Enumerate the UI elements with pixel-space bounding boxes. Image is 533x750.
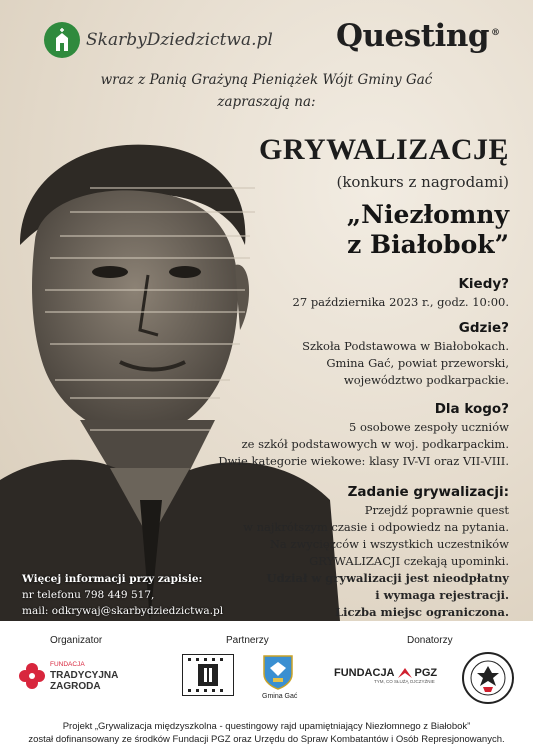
who-heading: Dla kogo? xyxy=(434,401,509,417)
contact-info xyxy=(22,571,223,619)
task-line: Przejdź poprawnie quest xyxy=(364,503,509,517)
partners-label: Partnerzy xyxy=(226,635,269,646)
when-text: 27 października 2023 r., godz. 10:00. xyxy=(292,295,509,309)
where-heading: Gdzie? xyxy=(458,320,509,336)
skarby-logo-text: SkarbyDziedzictwa.pl xyxy=(86,30,273,50)
who-line: Dwie kategorie wiekowe: klasy IV-VI oraz VII-VIII. xyxy=(218,454,509,468)
zagroda-text: ZAGRODA xyxy=(50,681,101,692)
event-name-line-1: „Niezłomny xyxy=(346,200,509,229)
pgz-arrow-icon xyxy=(398,668,412,678)
intro-line-1: wraz z Panią Grażyną Pieniążek Wójt Gminy Gać xyxy=(100,72,433,88)
task-line: Na zwycięzców i wszystkich uczestników xyxy=(269,537,509,551)
gmina-gac-crest-icon xyxy=(262,654,294,690)
task-line: w najkrótszym czasie i odpowiedz na pytania. xyxy=(243,520,509,534)
gmina-gac-label: Gmina Gać xyxy=(262,693,298,700)
contact-phone: nr telefonu 798 449 517, xyxy=(22,589,155,601)
funding-info-line-1: Projekt „Grywalizacja międzyszkolna - questingowy rajd upamiętniający Niezłomnego z Białobok” xyxy=(62,721,471,732)
where-line: województwo podkarpackie. xyxy=(343,373,509,387)
pgz-fundacja-text: FUNDACJA xyxy=(334,667,395,679)
when-heading: Kiedy? xyxy=(458,276,509,292)
intro-line-2: zapraszają na: xyxy=(217,94,316,110)
flower-icon xyxy=(18,662,46,690)
task-bold-line: i wymaga rejestracji. xyxy=(375,588,509,602)
questing-logo-text: Questing xyxy=(336,18,490,54)
skarby-dziedzictwa-logo xyxy=(44,22,273,58)
sponsors-footer xyxy=(0,621,533,750)
where-line: Szkoła Podstawowa w Białobokach. xyxy=(302,339,509,353)
contact-mail[interactable]: mail: odkrywaj@skarbydziedzictwa.pl xyxy=(22,605,224,617)
task-bold-line: Liczba miejsc ograniczona. xyxy=(335,605,509,619)
who-line: ze szkół podstawowych w woj. podkarpackim. xyxy=(241,437,509,451)
funding-info-line-2: został dofinansowany ze środków Fundacji PGZ oraz Urzędu do Spraw Kombatantów i Osób Represjonowanych. xyxy=(28,734,505,745)
event-subtitle: (konkurs z nagrodami) xyxy=(336,173,509,191)
task-bold-line: Udział w grywalizacji jest nieodpłatny xyxy=(266,571,509,585)
pgz-tagline: TYM, CO SŁUŻĄ OJCZYŹNIE xyxy=(374,679,435,684)
who-line: 5 osobowe zespoły uczniów xyxy=(348,420,509,434)
event-name-line-2: z Białobok” xyxy=(347,230,509,259)
organizer-label: Organizator xyxy=(50,635,103,646)
tradycyjna-zagroda-logo xyxy=(18,659,118,692)
donors-label: Donatorzy xyxy=(407,635,453,646)
event-title: GRYWALIZACJĘ xyxy=(259,133,509,166)
where-line: Gmina Gać, powiat przeworski, xyxy=(326,356,509,370)
fundacja-pgz-logo xyxy=(334,667,437,684)
pgz-text: PGZ xyxy=(414,667,438,679)
questing-logo xyxy=(336,18,500,54)
fundacja-small-text: FUNDACJA xyxy=(50,661,85,668)
task-line: GRYWALIZACJI czekają upominki. xyxy=(309,554,509,568)
partner-emblem-logo xyxy=(182,654,234,696)
tradycyjna-text: TRADYCYJNA xyxy=(50,670,119,681)
church-icon xyxy=(44,22,80,58)
contact-heading: Więcej informacji przy zapisie: xyxy=(22,573,203,585)
urzad-kombatantow-seal-icon xyxy=(461,651,515,705)
task-heading: Zadanie grywalizacji: xyxy=(347,484,509,500)
registered-mark: ® xyxy=(491,27,500,38)
